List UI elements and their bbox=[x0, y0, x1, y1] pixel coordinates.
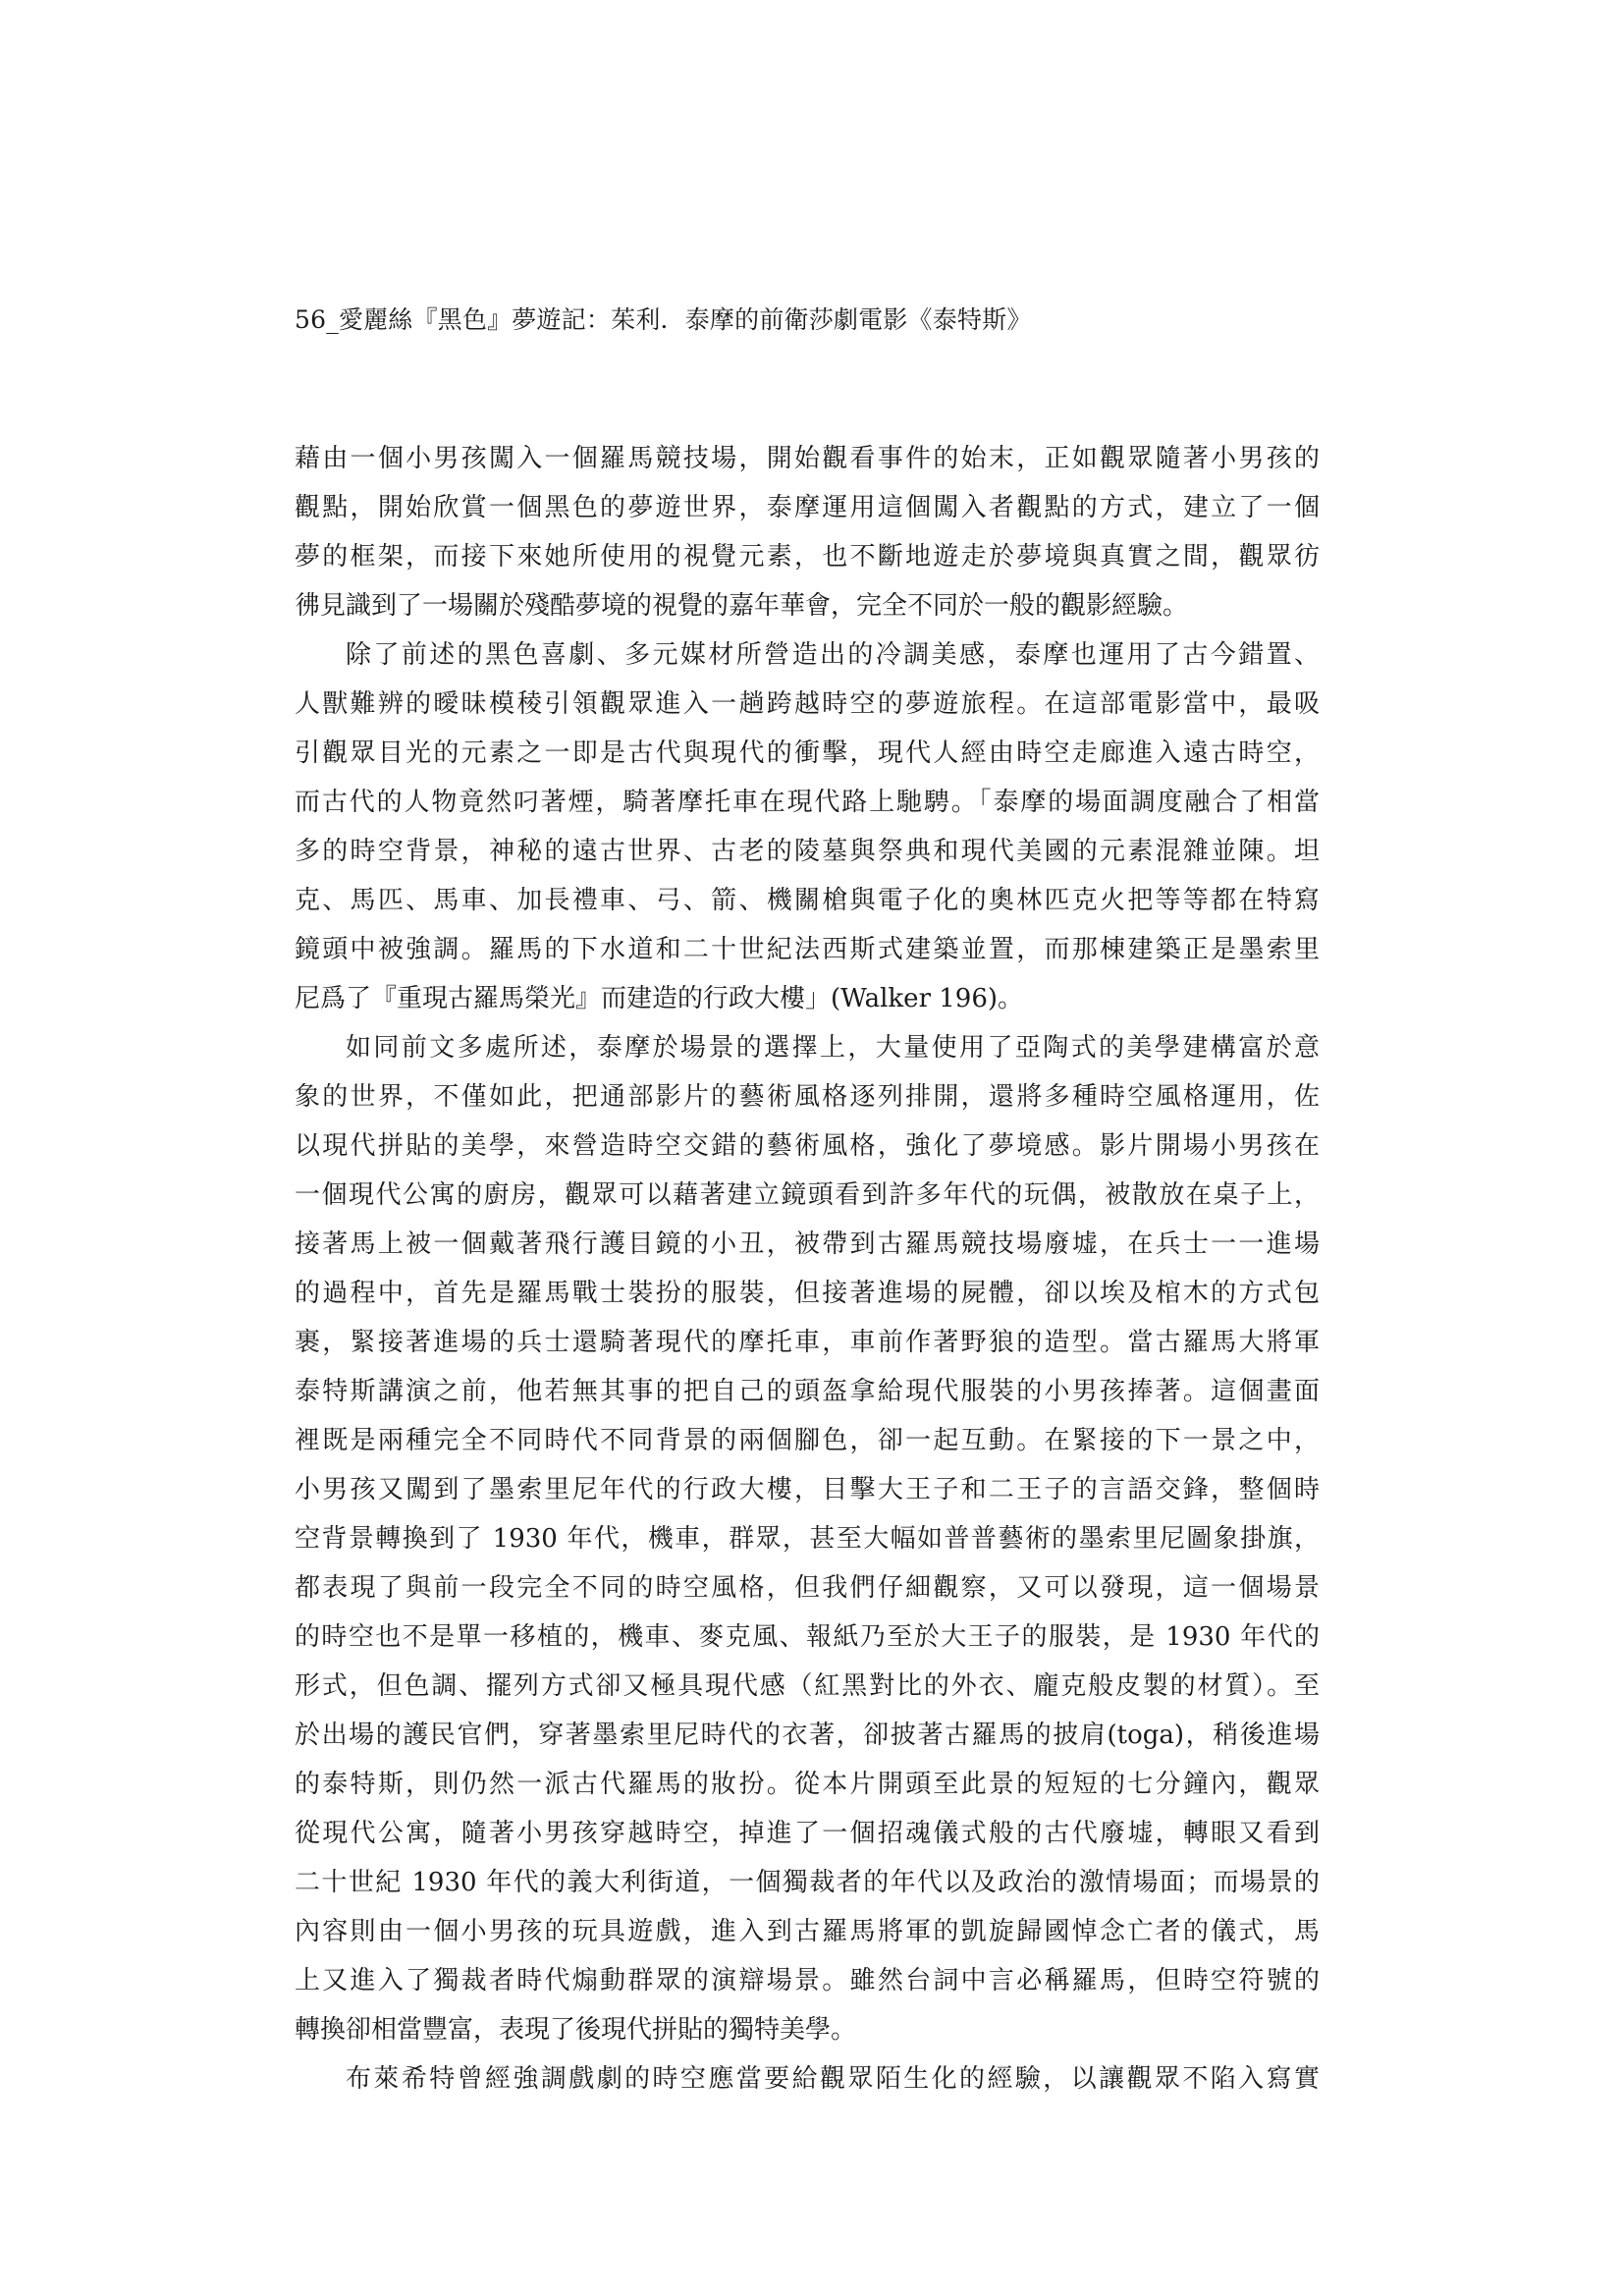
text-line: 夢的框架，而接下來她所使用的視覺元素，也不斷地遊走於夢境與真實之間，觀眾彷 bbox=[295, 542, 1320, 572]
running-header: 56_愛麗絲『黑色』夢遊記：茱利．泰摩的前衛莎劇電影《泰特斯》 bbox=[295, 305, 1032, 334]
text-line: 裡既是兩種完全不同時代不同背景的兩個腳色，卻一起互動。在緊接的下一景之中， bbox=[295, 1426, 1320, 1455]
text-line: 從現代公寓，隨著小男孩穿越時空，掉進了一個招魂儀式般的古代廢墟，轉眼又看到 bbox=[295, 1819, 1320, 1848]
text-line: 觀點，開始欣賞一個黑色的夢遊世界，泰摩運用這個闖入者觀點的方式，建立了一個 bbox=[295, 493, 1320, 522]
text-line: 小男孩又闖到了墨索里尼年代的行政大樓，目擊大王子和二王子的言語交鋒，整個時 bbox=[295, 1475, 1320, 1504]
text-line: 一個現代公寓的廚房，觀眾可以藉著建立鏡頭看到許多年代的玩偶，被散放在桌子上， bbox=[295, 1180, 1320, 1210]
text-line: 藉由一個小男孩闖入一個羅馬競技場，開始觀看事件的始末，正如觀眾隨著小男孩的 bbox=[295, 444, 1320, 473]
text-line: 的時空也不是單一移植的，機車、麥克風、報紙乃至於大王子的服裝，是 1930 年代的 bbox=[295, 1622, 1320, 1652]
text-line: 的泰特斯，則仍然一派古代羅馬的妝扮。從本片開頭至此景的短短的七分鐘內，觀眾 bbox=[295, 1770, 1320, 1799]
paragraph bbox=[295, 1023, 1320, 2054]
text-line: 如同前文多處所述，泰摩於場景的選擇上，大量使用了亞陶式的美學建構富於意 bbox=[346, 1033, 1320, 1063]
text-line: 彿見識到了一場關於殘酷夢境的視覺的嘉年華會，完全不同於一般的觀影經驗。 bbox=[295, 591, 1189, 621]
text-line: 都表現了與前一段完全不同的時空風格，但我們仔細觀察，又可以發現，這一個場景 bbox=[295, 1573, 1320, 1603]
text-line: 而古代的人物竟然叼著煙，騎著摩托車在現代路上馳騁。「泰摩的場面調度融合了相當 bbox=[295, 788, 1320, 817]
text-line: 的過程中，首先是羅馬戰士裝扮的服裝，但接著進場的屍體，卻以埃及棺木的方式包 bbox=[295, 1279, 1320, 1308]
paragraph bbox=[295, 630, 1320, 1023]
text-line: 多的時空背景，神秘的遠古世界、古老的陵墓與祭典和現代美國的元素混雜並陳。坦 bbox=[295, 837, 1320, 866]
paragraph bbox=[295, 434, 1320, 630]
text-line: 布萊希特曾經強調戲劇的時空應當要給觀眾陌生化的經驗，以讓觀眾不陷入寫實 bbox=[346, 2064, 1320, 2094]
body-text bbox=[295, 434, 1320, 2104]
text-line: 接著馬上被一個戴著飛行護目鏡的小丑，被帶到古羅馬競技場廢墟，在兵士一一進場 bbox=[295, 1230, 1320, 1259]
text-line: 引觀眾目光的元素之一即是古代與現代的衝擊，現代人經由時空走廊進入遠古時空， bbox=[295, 738, 1320, 768]
text-line: 鏡頭中被強調。羅馬的下水道和二十世紀法西斯式建築並置，而那棟建築正是墨索里 bbox=[295, 935, 1320, 964]
text-line: 二十世紀 1930 年代的義大利街道，一個獨裁者的年代以及政治的激情場面；而場景的 bbox=[295, 1868, 1320, 1897]
text-line: 上又進入了獨裁者時代煽動群眾的演辯場景。雖然台詞中言必稱羅馬，但時空符號的 bbox=[295, 1966, 1320, 1995]
text-line: 於出場的護民官們，穿著墨索里尼時代的衣著，卻披著古羅馬的披肩(toga)，稍後進場 bbox=[295, 1721, 1320, 1750]
paragraph bbox=[295, 2054, 1320, 2104]
text-line: 泰特斯講演之前，他若無其事的把自己的頭盔拿給現代服裝的小男孩捧著。這個畫面 bbox=[295, 1377, 1320, 1406]
text-line: 空背景轉換到了 1930 年代，機車，群眾，甚至大幅如普普藝術的墨索里尼圖象掛旗， bbox=[295, 1524, 1320, 1554]
text-line: 以現代拼貼的美學，來營造時空交錯的藝術風格，強化了夢境感。影片開場小男孩在 bbox=[295, 1131, 1320, 1161]
text-line: 轉換卻相當豐富，表現了後現代拼貼的獨特美學。 bbox=[295, 2015, 857, 2045]
text-line: 人獸難辨的曖昧模稜引領觀眾進入一趟跨越時空的夢遊旅程。在這部電影當中，最吸 bbox=[295, 689, 1320, 719]
text-line: 除了前述的黑色喜劇、多元媒材所營造出的冷調美感，泰摩也運用了古今錯置、 bbox=[346, 640, 1320, 670]
text-line: 尼爲了『重現古羅馬榮光』而建造的行政大樓」(Walker 196)。 bbox=[295, 984, 1024, 1013]
text-line: 克、馬匹、馬車、加長禮車、弓、箭、機關槍與電子化的奧林匹克火把等等都在特寫 bbox=[295, 886, 1320, 915]
text-line: 象的世界，不僅如此，把通部影片的藝術風格逐列排開，還將多種時空風格運用，佐 bbox=[295, 1082, 1320, 1112]
text-line: 裹，緊接著進場的兵士還騎著現代的摩托車，車前作著野狼的造型。當古羅馬大將軍 bbox=[295, 1328, 1320, 1357]
text-line: 形式，但色調、擺列方式卻又極具現代感（紅黑對比的外衣、龐克般皮製的材質）。至 bbox=[295, 1671, 1320, 1701]
text-line: 內容則由一個小男孩的玩具遊戲，進入到古羅馬將軍的凱旋歸國悼念亡者的儀式，馬 bbox=[295, 1917, 1320, 1946]
